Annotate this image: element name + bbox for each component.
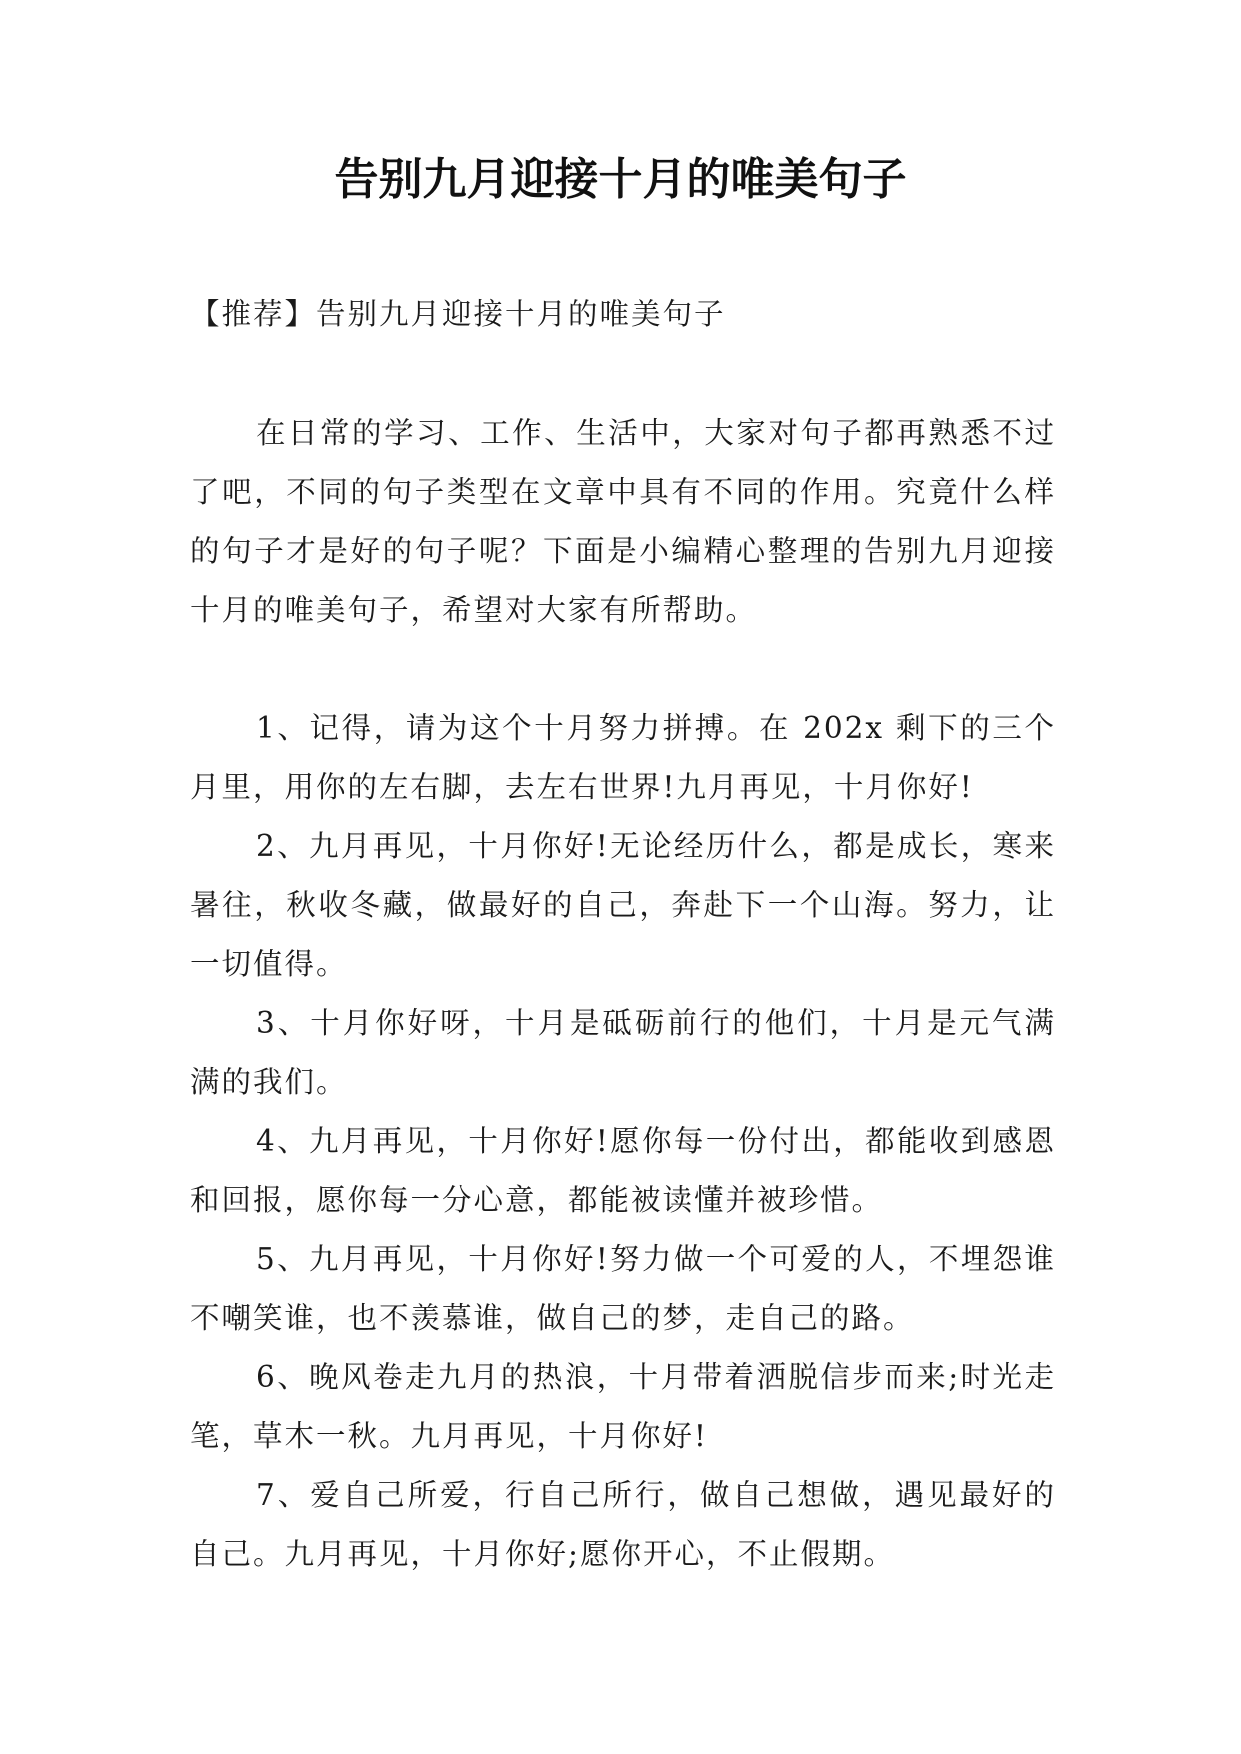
intro-paragraph: 在日常的学习、工作、生活中，大家对句子都再熟悉不过了吧，不同的句子类型在文章中具有不同的作用。究竟什么样的句子才是好的句子呢？下面是小编精心整理的告别九月迎接十月的唯美句子，希望对大家有所帮助。: [190, 416, 1056, 627]
sentence-item-7: 7、爱自己所爱，行自己所行，做自己想做，遇见最好的自己。九月再见，十月你好;愿你开心，不止假期。: [190, 1478, 1056, 1571]
sentence-item-1: 1、记得，请为这个十月努力拼搏。在 202x 剩下的三个月里，用你的左右脚，去左右世界!九月再见，十月你好!: [190, 711, 1056, 804]
sentence-item-6: 6、晚风卷走九月的热浪，十月带着洒脱信步而来;时光走笔，草木一秋。九月再见，十月你好!: [190, 1360, 1056, 1453]
sentence-item-4: 4、九月再见，十月你好!愿你每一份付出，都能收到感恩和回报，愿你每一分心意，都能被读懂并被珍惜。: [190, 1124, 1056, 1217]
sentence-list: [190, 699, 1056, 1584]
sentence-item-3: 3、十月你好呀，十月是砥砺前行的他们，十月是元气满满的我们。: [190, 1006, 1056, 1099]
recommend-line: 【推荐】告别九月迎接十月的唯美句子: [190, 297, 726, 331]
sentence-item-5: 5、九月再见，十月你好!努力做一个可爱的人，不埋怨谁不嘲笑谁，也不羡慕谁，做自己的梦，走自己的路。: [190, 1242, 1056, 1335]
sentence-item-2: 2、九月再见，十月你好!无论经历什么，都是成长，寒来暑往，秋收冬藏，做最好的自己，奔赴下一个山海。努力，让一切值得。: [190, 829, 1056, 981]
document-title: 告别九月迎接十月的唯美句子: [334, 154, 907, 205]
